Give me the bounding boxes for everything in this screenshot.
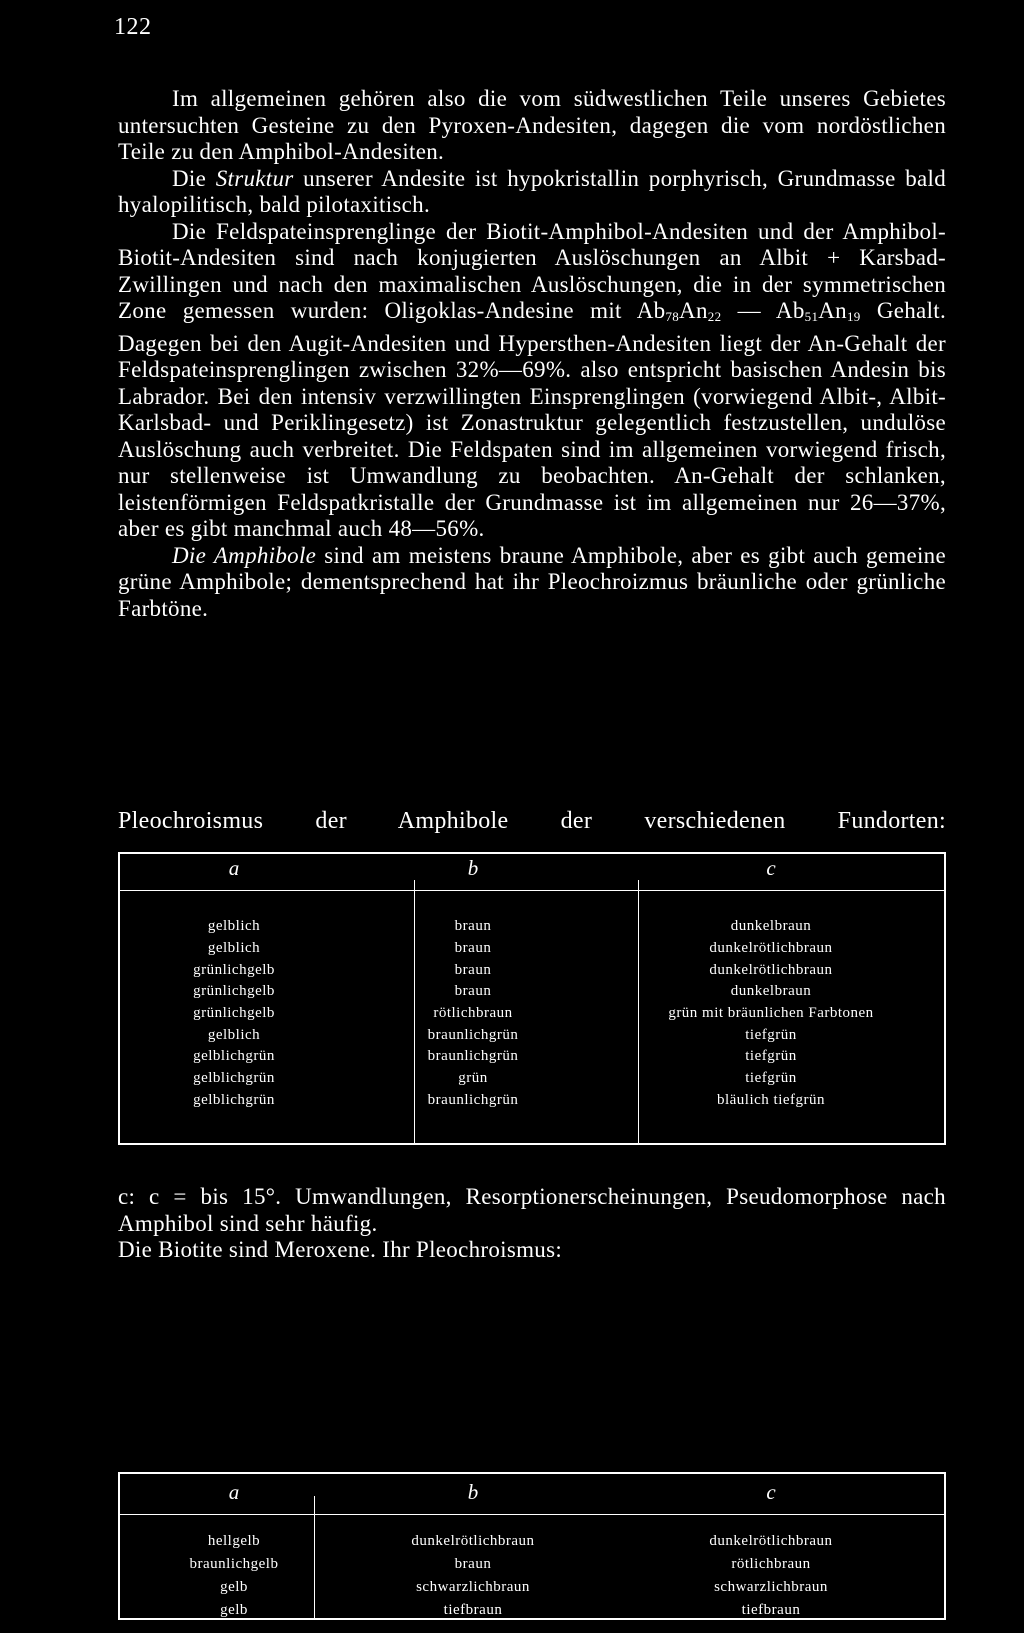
table-row xyxy=(118,1553,946,1576)
table-row xyxy=(118,981,946,1003)
table-row xyxy=(118,1068,946,1090)
table-rule-bottom xyxy=(118,1143,946,1145)
paragraph-2-start: Die xyxy=(172,165,216,191)
page-number: 122 xyxy=(114,14,152,40)
cell-c: tiefbraun xyxy=(741,1602,801,1618)
table-rule-top xyxy=(118,1472,946,1474)
cell-a: gelblichgrün xyxy=(193,1070,275,1087)
pleochroism-table-biotite xyxy=(118,1472,946,1620)
paragraph-5: c: c = bis 15°. Umwandlungen, Resorptionerscheinungen, Pseudomorphose nach Amphibol sind sehr häufig. xyxy=(118,1184,946,1236)
table-row xyxy=(118,1024,946,1046)
cell-b: braunlichgrün xyxy=(427,1091,519,1108)
table-1-caption: Pleochroismus der Amphibole der verschiedenen Fundorten: xyxy=(118,808,946,834)
cell-c: dunkelbraun xyxy=(730,983,812,1000)
table-2-body xyxy=(118,1530,946,1622)
paragraph-4-rest: sind am meistens braune Amphibole, aber es gibt auch gemeine grüne Amphibole; dementsprechend hat ihr Pleochroizmus bräunliche oder grünliche Farbtöne. xyxy=(118,542,946,621)
after-table-text xyxy=(118,1184,946,1264)
paragraph-2-rest: unserer Andesite ist hypokristallin porphyrisch, Grundmasse bald hyalopilitisch, bald pilotaxitisch. xyxy=(118,165,946,217)
cell-c: dunkelrötlichbraun xyxy=(709,1533,833,1549)
cell-a: grünlichgelb xyxy=(193,961,275,978)
cell-b: braun xyxy=(454,918,492,935)
cell-c: tiefgrün xyxy=(745,1048,797,1065)
cell-a: gelblich xyxy=(207,940,261,957)
table-row xyxy=(118,959,946,981)
cell-c: tiefgrün xyxy=(745,1026,797,1043)
cell-b: braunlichgrün xyxy=(427,1048,519,1065)
paragraph-2 xyxy=(118,166,946,219)
table-2-header-b: b xyxy=(467,1480,479,1504)
cell-b: schwarzlichbraun xyxy=(416,1579,530,1595)
paragraph-3-part-b: An xyxy=(679,298,708,323)
cell-a: grünlichgelb xyxy=(193,983,275,1000)
cell-c: dunkelbraun xyxy=(730,918,812,935)
cell-b: braunlichgrün xyxy=(427,1026,519,1043)
cell-b: braun xyxy=(454,961,492,978)
paragraph-3-part-a: Die Feldspateinsprenglinge der Biotit-Amphibol-Andesiten und der Amphibol-Biotit-Andesiten sind nach konjugierten Auslöschungen an Albit + Karsbad-Zwillingen und nach den maximalischen Auslöschungen, die in der symmetrischen Zone gemessen wurden: Oligoklas-Andesine mit Ab xyxy=(118,218,946,323)
table-rule-bottom xyxy=(118,1618,946,1620)
table-row xyxy=(118,1530,946,1553)
table-row xyxy=(118,1003,946,1025)
cell-c: tiefgrün xyxy=(745,1070,797,1087)
cell-a: gelblich xyxy=(207,918,261,935)
cell-b: braun xyxy=(454,1556,492,1572)
body-text xyxy=(118,86,946,622)
table-row xyxy=(118,938,946,960)
cell-c: dunkelrötlichbraun xyxy=(709,961,833,978)
table-1-header-b: b xyxy=(467,856,479,880)
cell-a: grünlichgelb xyxy=(193,1005,275,1022)
table-1-body xyxy=(118,916,946,1111)
table-row xyxy=(118,916,946,938)
table-rule-top xyxy=(118,852,946,854)
cell-c: grün mit bräunlichen Farbtonen xyxy=(668,1005,874,1022)
table-rule-header xyxy=(118,890,946,891)
paragraph-6: Die Biotite sind Meroxene. Ihr Pleochroismus: xyxy=(118,1237,563,1262)
paragraph-3-part-c: — Ab xyxy=(721,298,805,323)
cell-a: gelblichgrün xyxy=(193,1048,275,1065)
cell-c: rötlichbraun xyxy=(731,1556,811,1572)
struktur-term: Struktur xyxy=(215,165,294,191)
table-2-header-a: a xyxy=(228,1480,240,1504)
amphibole-term: Die Amphibole xyxy=(172,542,317,568)
pleochroism-table-amphibole xyxy=(118,852,946,1145)
paragraph-1: Im allgemeinen gehören also die vom südwestlichen Teile unseres Gebietes untersuchten Gesteine zu den Pyroxen-Andesiten, dagegen die vom nordöstlichen Teile zu den Amphibol-Andesiten. xyxy=(118,86,946,164)
table-row xyxy=(118,1576,946,1599)
cell-b: braun xyxy=(454,940,492,957)
cell-a: gelb xyxy=(220,1579,248,1595)
cell-a: braunlichgelb xyxy=(189,1556,279,1572)
cell-b: tiefbraun xyxy=(443,1602,503,1618)
table-rule-header xyxy=(118,1514,946,1515)
table-1-header-c: c xyxy=(766,856,776,880)
subscript-an-2: 19 xyxy=(846,309,861,324)
cell-c: bläulich tiefgrün xyxy=(716,1091,826,1108)
cell-b: grün xyxy=(458,1070,488,1087)
paragraph-3 xyxy=(118,219,946,543)
subscript-an-1: 22 xyxy=(707,309,722,324)
table-row xyxy=(118,1090,946,1112)
subscript-ab-1: 78 xyxy=(665,309,680,324)
table-2-header-c: c xyxy=(766,1480,776,1504)
paragraph-3-part-e: Gehalt. Dagegen bei den Augit-Andesiten und Hypersthen-Andesiten liegt der An-Gehalt der Feldspateinsprenglingen zwischen 32%—69%. also entspricht basischen Andesin bis Labrador. Bei den intensiv verzwillingten Einsprenglingen (vorwiegend Albit-, Albit-Karlsbad- und Periklingesetz) ist Zonastruktur gelegentlich festzustellen, undulöse Auslöschung auch verbreitet. Die Feldspaten sind im allgemeinen vorwiegend frisch, nur stellenweise ist Umwandlung zu beobachten. An-Gehalt der schlanken, leistenförmigen Feldspatkristalle der Grundmasse ist im allgemeinen nur 26—37%, aber es gibt manchmal auch 48—56%. xyxy=(118,298,946,541)
cell-a: gelblich xyxy=(207,1026,261,1043)
cell-b: rötlichbraun xyxy=(433,1005,513,1022)
paragraph-3-part-d: An xyxy=(818,298,847,323)
cell-c: dunkelrötlichbraun xyxy=(709,940,833,957)
cell-a: gelb xyxy=(220,1602,248,1618)
cell-b: dunkelrötlichbraun xyxy=(411,1533,535,1549)
table-row xyxy=(118,1046,946,1068)
paragraph-4 xyxy=(118,543,946,623)
cell-a: gelblichgrün xyxy=(193,1091,275,1108)
cell-a: hellgelb xyxy=(207,1533,261,1549)
cell-c: schwarzlichbraun xyxy=(714,1579,828,1595)
table-1-header-a: a xyxy=(228,856,240,880)
cell-b: braun xyxy=(454,983,492,1000)
subscript-ab-2: 51 xyxy=(804,309,819,324)
